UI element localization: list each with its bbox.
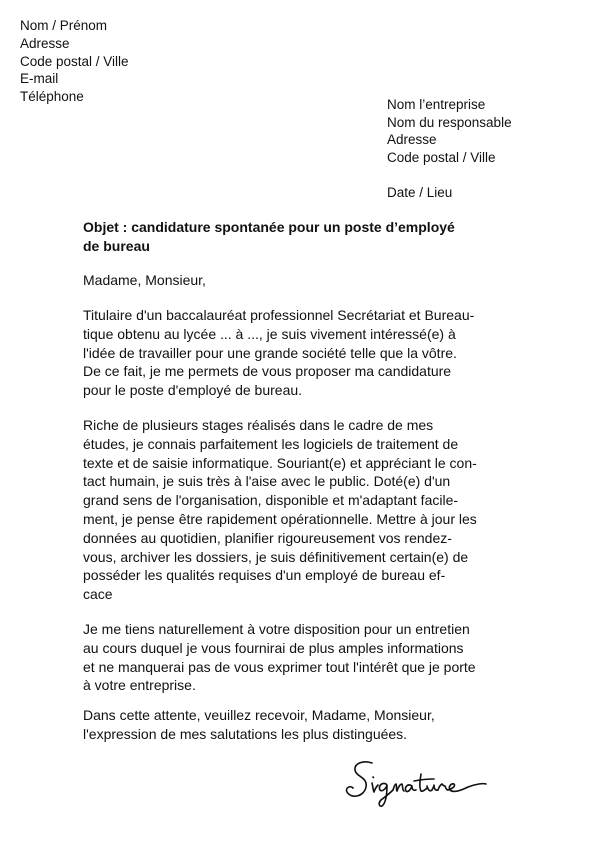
paragraph-line: Titulaire d'un baccalauréat professionnel Secrétariat et Bureau- — [83, 307, 475, 323]
paragraph-line: données au quotidien, planifier rigoureusement vos rendez- — [83, 529, 452, 546]
paragraph-line: posséder les qualités requises d'un employé de bureau ef- — [83, 567, 446, 584]
handwritten-signature — [342, 757, 490, 809]
sender-postal-city: Code postal / Ville — [20, 53, 129, 69]
paragraph-line: études, je connais parfaitement les logiciels de traitement de — [83, 435, 459, 452]
paragraph-line: texte et de saisie informatique. Souriant(e) et appréciant le con- — [83, 454, 477, 471]
sender-phone: Téléphone — [20, 89, 84, 105]
sender-name: Nom / Prénom — [20, 18, 108, 33]
date-place: Date / Lieu — [387, 185, 453, 200]
paragraph-intro — [83, 306, 474, 400]
paragraph-line: Riche de plusieurs stages réalisés dans le cadre de mes — [83, 417, 434, 433]
paragraph-line: pour le poste d'employé de bureau. — [83, 382, 303, 399]
subject-line-2: de bureau — [83, 238, 150, 254]
recipient-block — [387, 96, 512, 166]
paragraph-line: à votre entreprise. — [83, 677, 196, 694]
paragraph-line: tique obtenu au lycée ... à ..., je suis vivement intéressé(e) à — [83, 325, 456, 342]
subject-line — [83, 218, 455, 256]
paragraph-line: ment, je pense être rapidement opérationnelle. Mettre à jour les — [83, 510, 477, 527]
paragraph-line: l'expression de mes salutations les plus distinguées. — [83, 725, 408, 742]
subject-line-1: Objet : candidature spontanée pour un poste d’employé — [83, 219, 455, 235]
paragraph-line: au cours duquel je vous fournirai de plus amples informations — [83, 639, 464, 656]
paragraph-line: vous, archiver les dossiers, je suis définitivement certain(e) de — [83, 548, 469, 565]
recipient-address: Adresse — [387, 132, 437, 147]
salutation: Madame, Monsieur, — [83, 272, 206, 288]
paragraph-line: grand sens de l'organisation, disponible et m'adaptant facile- — [83, 492, 459, 509]
signature-icon — [342, 757, 490, 809]
recipient-manager: Nom du responsable — [387, 114, 512, 130]
paragraph-closing — [83, 706, 435, 744]
sender-block — [20, 17, 129, 106]
paragraph-line: cace — [83, 586, 113, 603]
paragraph-line: tact humain, je suis très à l'aise avec le public. Doté(e) d'un — [83, 473, 451, 490]
recipient-postal-city: Code postal / Ville — [387, 149, 496, 165]
paragraph-line: l'idée de travailler pour une grande société telle que la vôtre. — [83, 344, 457, 361]
paragraph-line: et ne manquerai pas de vous exprimer tout l'intérêt que je porte — [83, 658, 476, 675]
paragraph-line: Dans cette attente, veuillez recevoir, Madame, Monsieur, — [83, 707, 435, 723]
paragraph-skills — [83, 416, 477, 604]
sender-address: Adresse — [20, 35, 70, 51]
paragraph-line: De ce fait, je me permets de vous proposer ma candidature — [83, 363, 452, 380]
recipient-company: Nom l’entreprise — [387, 97, 486, 112]
sender-email: E-mail — [20, 71, 59, 87]
paragraph-availability — [83, 620, 476, 695]
paragraph-line: Je me tiens naturellement à votre disposition pour un entretien — [83, 621, 470, 637]
